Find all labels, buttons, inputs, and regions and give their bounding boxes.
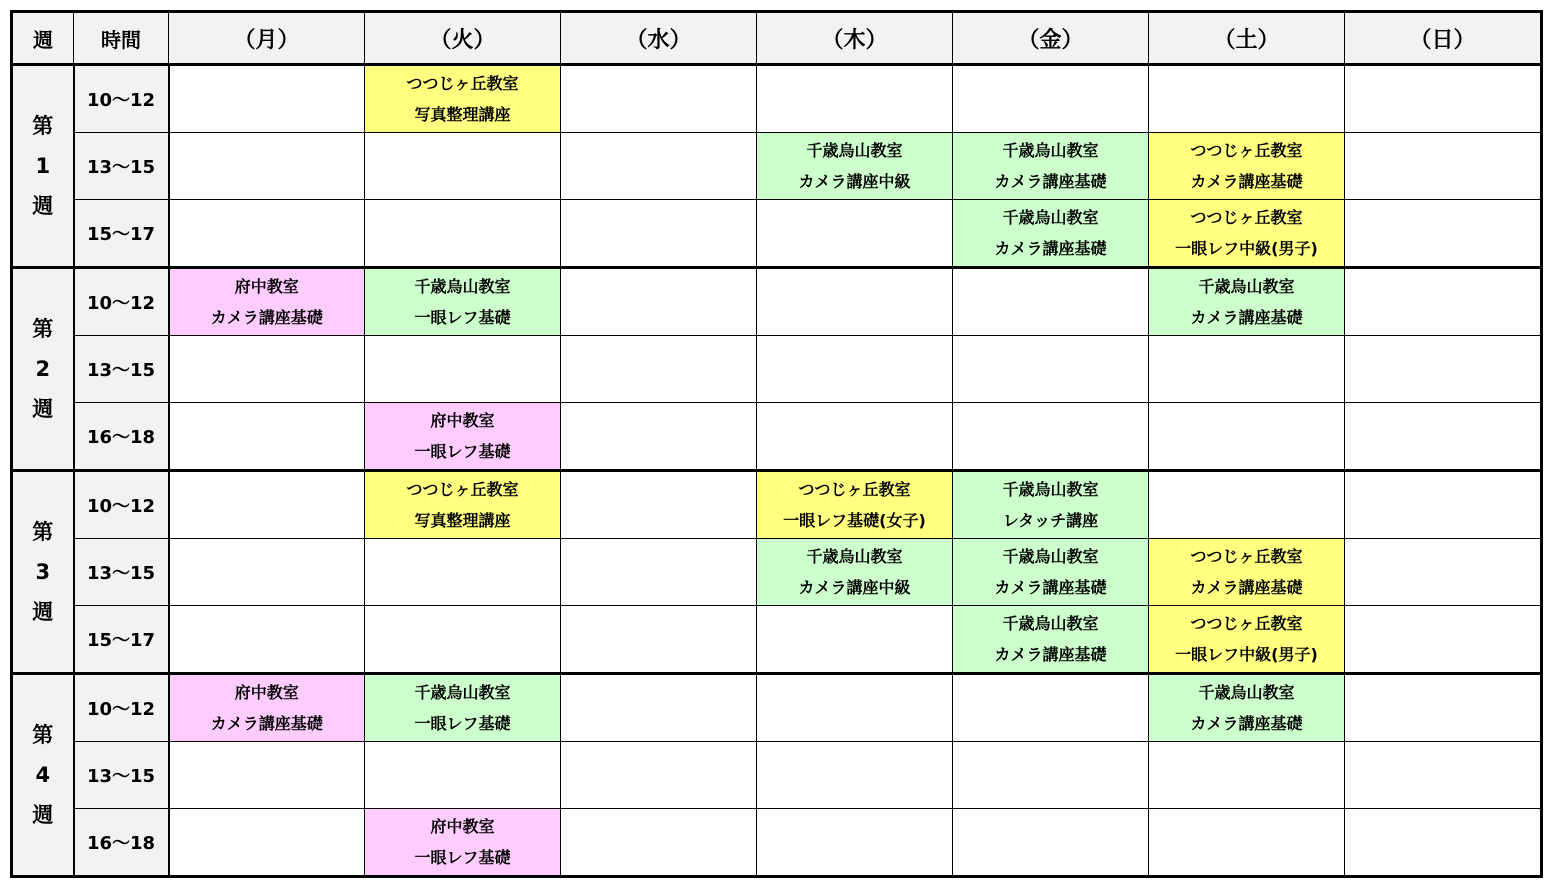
classroom-name: つつじヶ丘教室 — [1190, 614, 1303, 633]
classroom-name: つつじヶ丘教室 — [798, 480, 911, 499]
week-label — [12, 268, 74, 471]
empty-cell-sun — [1345, 471, 1542, 539]
empty-cell-sun — [1345, 65, 1542, 133]
classroom-name: 府中教室 — [430, 817, 495, 836]
class-cell-sat — [1149, 133, 1345, 200]
classroom-name: 千歳烏山教室 — [414, 683, 511, 702]
empty-cell-fri — [953, 403, 1149, 471]
table-row — [12, 65, 1542, 133]
empty-cell-sun — [1345, 200, 1542, 268]
week-label-char: 第 — [32, 723, 54, 747]
class-cell-tue — [365, 674, 561, 742]
classroom-name: 千歳烏山教室 — [1198, 277, 1295, 296]
table-row — [12, 336, 1542, 403]
empty-cell-sat — [1149, 742, 1345, 809]
class-cell-mon — [169, 268, 365, 336]
time-slot: 10～12 — [74, 65, 169, 133]
empty-cell-tue — [365, 200, 561, 268]
classroom-name: つつじヶ丘教室 — [406, 74, 519, 93]
course-name: カメラ講座基礎 — [1190, 714, 1303, 733]
classroom-name: 千歳烏山教室 — [1002, 141, 1099, 160]
class-cell-fri — [953, 606, 1149, 674]
empty-cell-mon — [169, 133, 365, 200]
course-name: 写真整理講座 — [414, 511, 511, 530]
empty-cell-sun — [1345, 539, 1542, 606]
empty-cell-mon — [169, 471, 365, 539]
course-name: 一眼レフ中級(男子) — [1175, 239, 1318, 258]
classroom-name: 府中教室 — [234, 683, 299, 702]
header-row — [12, 12, 1542, 65]
time-slot: 10～12 — [74, 268, 169, 336]
empty-cell-sun — [1345, 133, 1542, 200]
empty-cell-mon — [169, 606, 365, 674]
class-cell-thu — [757, 539, 953, 606]
course-name: 一眼レフ基礎 — [414, 308, 511, 327]
course-name: カメラ講座基礎 — [1190, 308, 1303, 327]
empty-cell-tue — [365, 742, 561, 809]
table-row — [12, 606, 1542, 674]
day-header-sat: （土） — [1149, 12, 1345, 65]
empty-cell-mon — [169, 200, 365, 268]
day-header-fri: （金） — [953, 12, 1149, 65]
class-cell-fri — [953, 200, 1149, 268]
week-label — [12, 471, 74, 674]
class-cell-thu — [757, 133, 953, 200]
class-cell-tue — [365, 403, 561, 471]
week-label-char: 週 — [32, 803, 54, 827]
class-cell-tue — [365, 471, 561, 539]
empty-cell-sat — [1149, 403, 1345, 471]
empty-cell-tue — [365, 336, 561, 403]
empty-cell-wed — [561, 65, 757, 133]
empty-cell-thu — [757, 200, 953, 268]
week-label-char: 1 — [35, 154, 51, 178]
schedule-body — [12, 65, 1542, 877]
course-name: 一眼レフ基礎 — [414, 714, 511, 733]
empty-cell-sun — [1345, 742, 1542, 809]
time-slot: 16～18 — [74, 809, 169, 877]
empty-cell-thu — [757, 268, 953, 336]
empty-cell-sun — [1345, 606, 1542, 674]
empty-cell-thu — [757, 742, 953, 809]
class-cell-fri — [953, 133, 1149, 200]
time-header: 時間 — [74, 12, 169, 65]
time-slot: 15～17 — [74, 200, 169, 268]
class-cell-tue — [365, 268, 561, 336]
class-cell-mon — [169, 674, 365, 742]
empty-cell-thu — [757, 65, 953, 133]
classroom-name: 千歳烏山教室 — [806, 547, 903, 566]
empty-cell-sat — [1149, 336, 1345, 403]
empty-cell-fri — [953, 268, 1149, 336]
week-label-char: 週 — [32, 600, 54, 624]
table-row — [12, 268, 1542, 336]
empty-cell-tue — [365, 539, 561, 606]
empty-cell-sat — [1149, 809, 1345, 877]
class-cell-sat — [1149, 606, 1345, 674]
empty-cell-sat — [1149, 65, 1345, 133]
table-row — [12, 471, 1542, 539]
classroom-name: つつじヶ丘教室 — [1190, 141, 1303, 160]
schedule-table — [10, 10, 1543, 878]
week-label-char: 週 — [32, 397, 54, 421]
class-cell-tue — [365, 65, 561, 133]
week-label-char: 週 — [32, 194, 54, 218]
class-cell-sat — [1149, 268, 1345, 336]
course-name: カメラ講座基礎 — [1190, 578, 1303, 597]
course-name: カメラ講座基礎 — [994, 239, 1107, 258]
time-slot: 13～15 — [74, 133, 169, 200]
empty-cell-wed — [561, 200, 757, 268]
classroom-name: 千歳烏山教室 — [1002, 614, 1099, 633]
empty-cell-fri — [953, 742, 1149, 809]
empty-cell-wed — [561, 674, 757, 742]
table-row — [12, 200, 1542, 268]
empty-cell-wed — [561, 133, 757, 200]
class-cell-fri — [953, 539, 1149, 606]
empty-cell-sun — [1345, 268, 1542, 336]
empty-cell-wed — [561, 539, 757, 606]
empty-cell-tue — [365, 133, 561, 200]
time-slot: 10～12 — [74, 674, 169, 742]
table-row — [12, 539, 1542, 606]
course-name: カメラ講座基礎 — [1190, 172, 1303, 191]
time-slot: 13～15 — [74, 539, 169, 606]
table-row — [12, 742, 1542, 809]
week-header: 週 — [12, 12, 74, 65]
empty-cell-sun — [1345, 336, 1542, 403]
empty-cell-fri — [953, 336, 1149, 403]
classroom-name: 府中教室 — [430, 411, 495, 430]
empty-cell-mon — [169, 65, 365, 133]
classroom-name: つつじヶ丘教室 — [406, 480, 519, 499]
class-cell-thu — [757, 471, 953, 539]
course-name: 一眼レフ基礎 — [414, 848, 511, 867]
time-slot: 10～12 — [74, 471, 169, 539]
day-header-thu: （木） — [757, 12, 953, 65]
empty-cell-thu — [757, 809, 953, 877]
classroom-name: 千歳烏山教室 — [806, 141, 903, 160]
classroom-name: 千歳烏山教室 — [1002, 547, 1099, 566]
course-name: 一眼レフ基礎 — [414, 442, 511, 461]
week-label — [12, 674, 74, 877]
empty-cell-wed — [561, 742, 757, 809]
class-cell-tue — [365, 809, 561, 877]
week-label-char: 第 — [32, 520, 54, 544]
day-header-sun: （日） — [1345, 12, 1542, 65]
classroom-name: つつじヶ丘教室 — [1190, 208, 1303, 227]
course-name: カメラ講座基礎 — [994, 578, 1107, 597]
table-row — [12, 809, 1542, 877]
empty-cell-thu — [757, 606, 953, 674]
class-cell-sat — [1149, 200, 1345, 268]
empty-cell-sun — [1345, 674, 1542, 742]
empty-cell-wed — [561, 606, 757, 674]
course-name: 一眼レフ中級(男子) — [1175, 645, 1318, 664]
course-name: カメラ講座基礎 — [994, 172, 1107, 191]
class-cell-sat — [1149, 539, 1345, 606]
empty-cell-mon — [169, 742, 365, 809]
empty-cell-sun — [1345, 403, 1542, 471]
empty-cell-sat — [1149, 471, 1345, 539]
empty-cell-fri — [953, 809, 1149, 877]
week-label-char: 第 — [32, 114, 54, 138]
empty-cell-tue — [365, 606, 561, 674]
empty-cell-wed — [561, 336, 757, 403]
classroom-name: つつじヶ丘教室 — [1190, 547, 1303, 566]
course-name: カメラ講座基礎 — [210, 714, 323, 733]
empty-cell-mon — [169, 539, 365, 606]
empty-cell-mon — [169, 336, 365, 403]
week-label — [12, 65, 74, 268]
course-name: カメラ講座中級 — [798, 172, 911, 191]
week-label-char: 4 — [35, 763, 51, 787]
empty-cell-thu — [757, 674, 953, 742]
class-cell-sat — [1149, 674, 1345, 742]
time-slot: 16～18 — [74, 403, 169, 471]
course-name: レタッチ講座 — [1002, 511, 1099, 530]
course-name: カメラ講座基礎 — [210, 308, 323, 327]
day-header-mon: （月） — [169, 12, 365, 65]
day-header-wed: （水） — [561, 12, 757, 65]
empty-cell-wed — [561, 403, 757, 471]
empty-cell-thu — [757, 403, 953, 471]
day-header-tue: （火） — [365, 12, 561, 65]
week-label-char: 第 — [32, 317, 54, 341]
table-row — [12, 674, 1542, 742]
classroom-name: 府中教室 — [234, 277, 299, 296]
classroom-name: 千歳烏山教室 — [1198, 683, 1295, 702]
week-label-char: 2 — [35, 357, 51, 381]
empty-cell-wed — [561, 268, 757, 336]
table-row — [12, 403, 1542, 471]
empty-cell-sun — [1345, 809, 1542, 877]
course-name: カメラ講座基礎 — [994, 645, 1107, 664]
course-name: 一眼レフ基礎(女子) — [783, 511, 926, 530]
table-row — [12, 133, 1542, 200]
empty-cell-mon — [169, 809, 365, 877]
time-slot: 13～15 — [74, 336, 169, 403]
class-cell-fri — [953, 471, 1149, 539]
week-label-char: 3 — [35, 560, 51, 584]
empty-cell-fri — [953, 65, 1149, 133]
empty-cell-wed — [561, 471, 757, 539]
empty-cell-mon — [169, 403, 365, 471]
empty-cell-thu — [757, 336, 953, 403]
classroom-name: 千歳烏山教室 — [414, 277, 511, 296]
time-slot: 13～15 — [74, 742, 169, 809]
time-slot: 15～17 — [74, 606, 169, 674]
classroom-name: 千歳烏山教室 — [1002, 480, 1099, 499]
empty-cell-fri — [953, 674, 1149, 742]
classroom-name: 千歳烏山教室 — [1002, 208, 1099, 227]
empty-cell-wed — [561, 809, 757, 877]
table-header — [12, 12, 1542, 65]
course-name: 写真整理講座 — [414, 105, 511, 124]
course-name: カメラ講座中級 — [798, 578, 911, 597]
